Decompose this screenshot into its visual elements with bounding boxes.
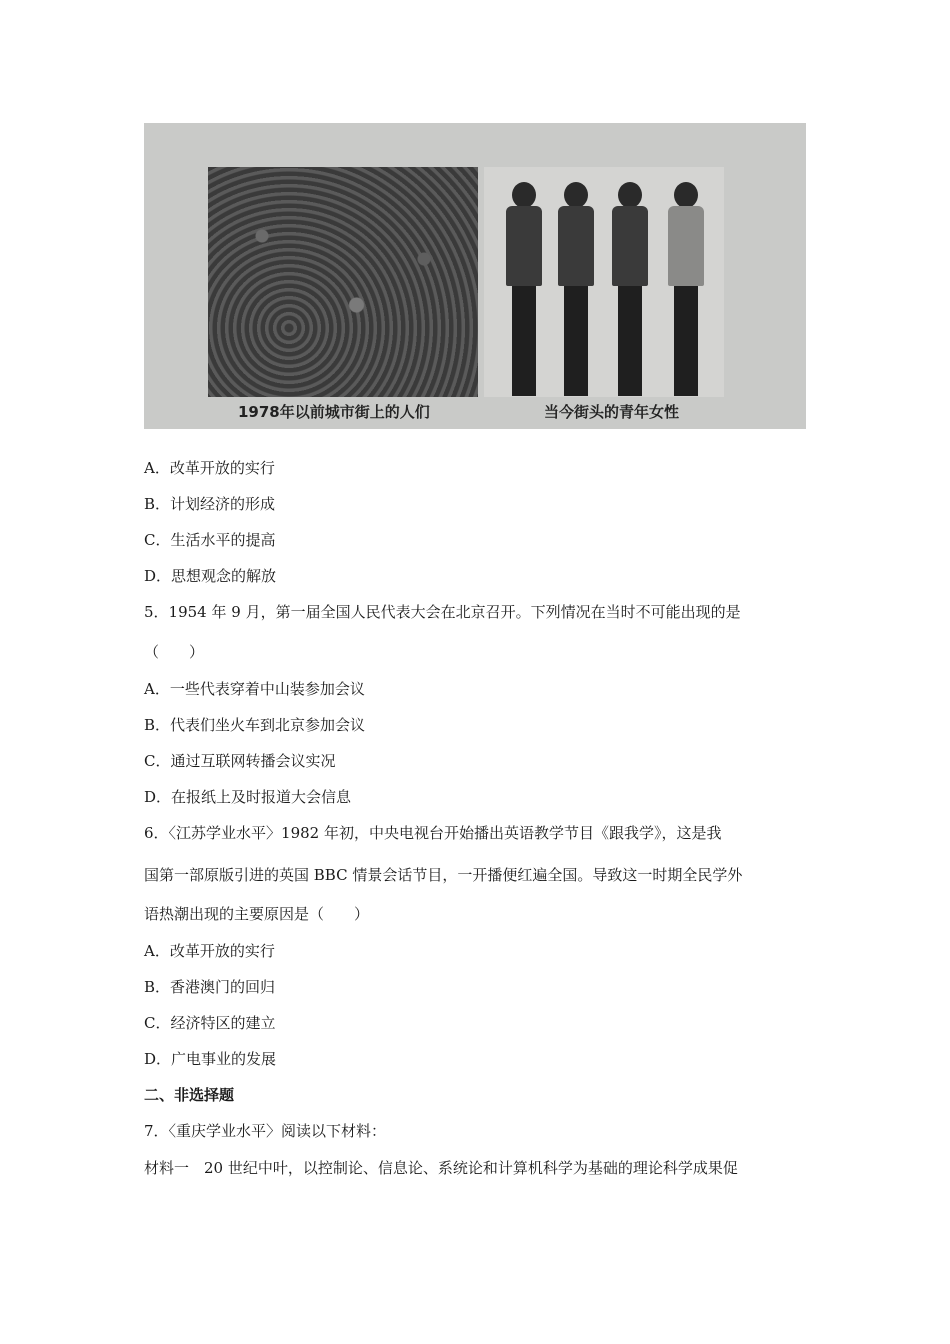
q6-option-d: D．广电事业的发展 <box>144 1050 277 1068</box>
q4-option-c: C．生活水平的提高 <box>144 531 276 549</box>
q5-option-a: A．一些代表穿着中山装参加会议 <box>144 680 365 698</box>
q4-option-d: D．思想观念的解放 <box>144 567 277 585</box>
section-title: 二、非选择题 <box>144 1086 235 1104</box>
q6-stem-line1: 6．〈江苏学业水平〉1982 年初，中央电视台开始播出英语教学节目《跟我学》，这是我 <box>144 824 722 842</box>
q5-option-d: D．在报纸上及时报道大会信息 <box>144 788 352 806</box>
q7-stem: 7．〈重庆学业水平〉阅读以下材料： <box>144 1122 387 1140</box>
q6-stem-line2: 国第一部原版引进的英国 BBC 情景会话节目，一开播便红遍全国。导致这一时期全民学外 <box>144 866 743 884</box>
q7-material1: 材料一 20 世纪中叶，以控制论、信息论、系统论和计算机科学为基础的理论科学成果促 <box>144 1159 738 1177</box>
q6-stem-line3: 语热潮出现的主要原因是（ ） <box>144 905 370 923</box>
q4-option-b: B．计划经济的形成 <box>144 495 276 513</box>
q5-stem-line2: （ ） <box>144 643 205 661</box>
q5-option-b: B．代表们坐火车到北京参加会议 <box>144 716 366 734</box>
q6-option-c: C．经济特区的建立 <box>144 1014 276 1032</box>
comparison-figure <box>144 123 806 429</box>
q6-option-a: A．改革开放的实行 <box>144 942 275 960</box>
caption-right: 当今街头的青年女性 <box>544 403 680 421</box>
photo-young-women-today <box>484 167 724 397</box>
q6-option-b: B．香港澳门的回归 <box>144 978 276 996</box>
q4-option-a: A．改革开放的实行 <box>144 459 275 477</box>
caption-left: 1978年以前城市街上的人们 <box>238 403 430 421</box>
q5-option-c: C．通过互联网转播会议实况 <box>144 752 336 770</box>
q5-stem-line1: 5．1954 年 9 月，第一届全国人民代表大会在北京召开。下列情况在当时不可能出现的是 <box>144 603 741 621</box>
photo-crowd-before-1978 <box>208 167 478 397</box>
